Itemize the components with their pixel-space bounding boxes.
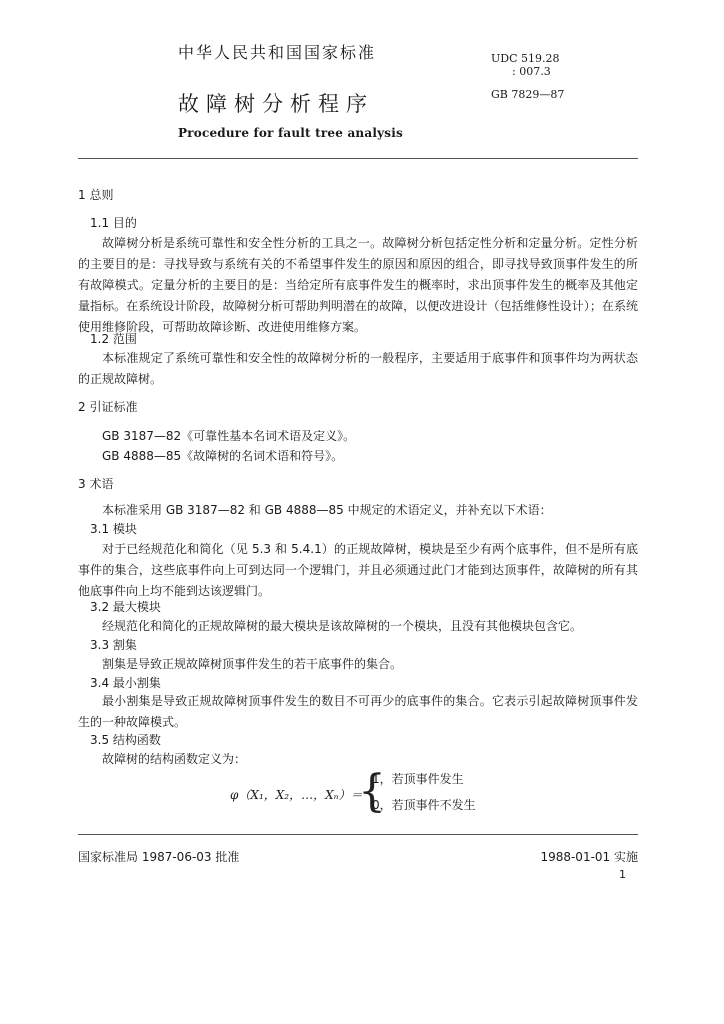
section-3-intro: 本标准采用 GB 3187—82 和 GB 4888—85 中规定的术语定义，并补充以下术语： [102, 503, 552, 517]
section-3-1-text: 对于已经规范化和简化（见 5.3 和 5.4.1）的正规故障树，模块是至少有两个底事件，但不是所有底事件的集合，这些底事件向上可到达同一个逻辑门，并且必须通过此门才能到达顶事件，故障树的所有其他底事件向上均不能到达该逻辑门。 [78, 542, 638, 598]
case-top-event-occurs: 1，若顶事件发生 [372, 772, 464, 786]
header-divider [78, 158, 638, 159]
section-2-heading: 2 引证标准 [78, 400, 138, 414]
section-3-3-heading: 3.3 割集 [90, 638, 137, 652]
section-3-4-heading: 3.4 最小割集 [90, 676, 161, 690]
section-3-5-heading: 3.5 结构函数 [90, 733, 161, 747]
gb-number: GB 7829—87 [491, 88, 565, 101]
section-3-1-heading: 3.1 模块 [90, 522, 137, 536]
approval-date: 国家标准局 1987-06-03 批准 [78, 850, 240, 864]
reference-gb3187: GB 3187—82《可靠性基本名词术语及定义》。 [102, 429, 356, 443]
udc-code-line1: UDC 519.28 [491, 52, 560, 65]
document-title-english: Procedure for fault tree analysis [178, 126, 403, 140]
section-3-heading: 3 术语 [78, 477, 114, 491]
section-1-1-heading: 1.1 目的 [90, 216, 137, 230]
section-1-1-text: 故障树分析是系统可靠性和安全性分析的工具之一。故障树分析包括定性分析和定量分析。定性分析的主要目的是：寻找导致与系统有关的不希望事件发生的原因和原因的组合，即寻找导致顶事件发生的所有故障模式。定量分析的主要目的是：当给定所有底事件发生的概率时，求出顶事件发生的概率及其他定量指标。在系统设计阶段，故障树分析可帮助判明潜在的故障，以便改进设计（包括维修性设计）；在系统使用维修阶段，可帮助故障诊断、改进使用维修方案。 [78, 236, 638, 334]
document-title: 故障树分析程序 [178, 92, 374, 116]
footer-divider [78, 834, 638, 835]
effective-date: 1988-01-01 实施 [540, 850, 638, 864]
section-1-heading: 1 总则 [78, 188, 114, 202]
structure-function-cases [358, 768, 498, 818]
section-3-3-text: 割集是导致正规故障树顶事件发生的若干底事件的集合。 [102, 657, 403, 671]
section-3-5-text: 故障树的结构函数定义为： [102, 752, 247, 766]
structure-function-lhs: φ（X₁，X₂，…，Xₙ）＝ [230, 788, 363, 802]
udc-code-line2: : 007.3 [512, 65, 551, 78]
standard-name: 中华人民共和国国家标准 [178, 43, 377, 62]
section-3-2-text: 经规范化和简化的正规故障树的最大模块是该故障树的一个模块，且没有其他模块包含它。 [102, 619, 583, 633]
section-3-2-heading: 3.2 最大模块 [90, 600, 161, 614]
case-top-event-not-occurs: 0，若顶事件不发生 [372, 798, 476, 812]
reference-gb4888: GB 4888—85《故障树的名词术语和符号》。 [102, 449, 344, 463]
section-1-2-heading: 1.2 范围 [90, 332, 137, 346]
page-number: 1 [619, 868, 626, 881]
section-3-4-text: 最小割集是导致正规故障树顶事件发生的数目不可再少的底事件的集合。它表示引起故障树顶事件发生的一种故障模式。 [78, 694, 638, 729]
left-brace-icon: { [358, 766, 386, 817]
section-1-2-text: 本标准规定了系统可靠性和安全性的故障树分析的一般程序，主要适用于底事件和顶事件均为两状态的正规故障树。 [78, 351, 638, 386]
